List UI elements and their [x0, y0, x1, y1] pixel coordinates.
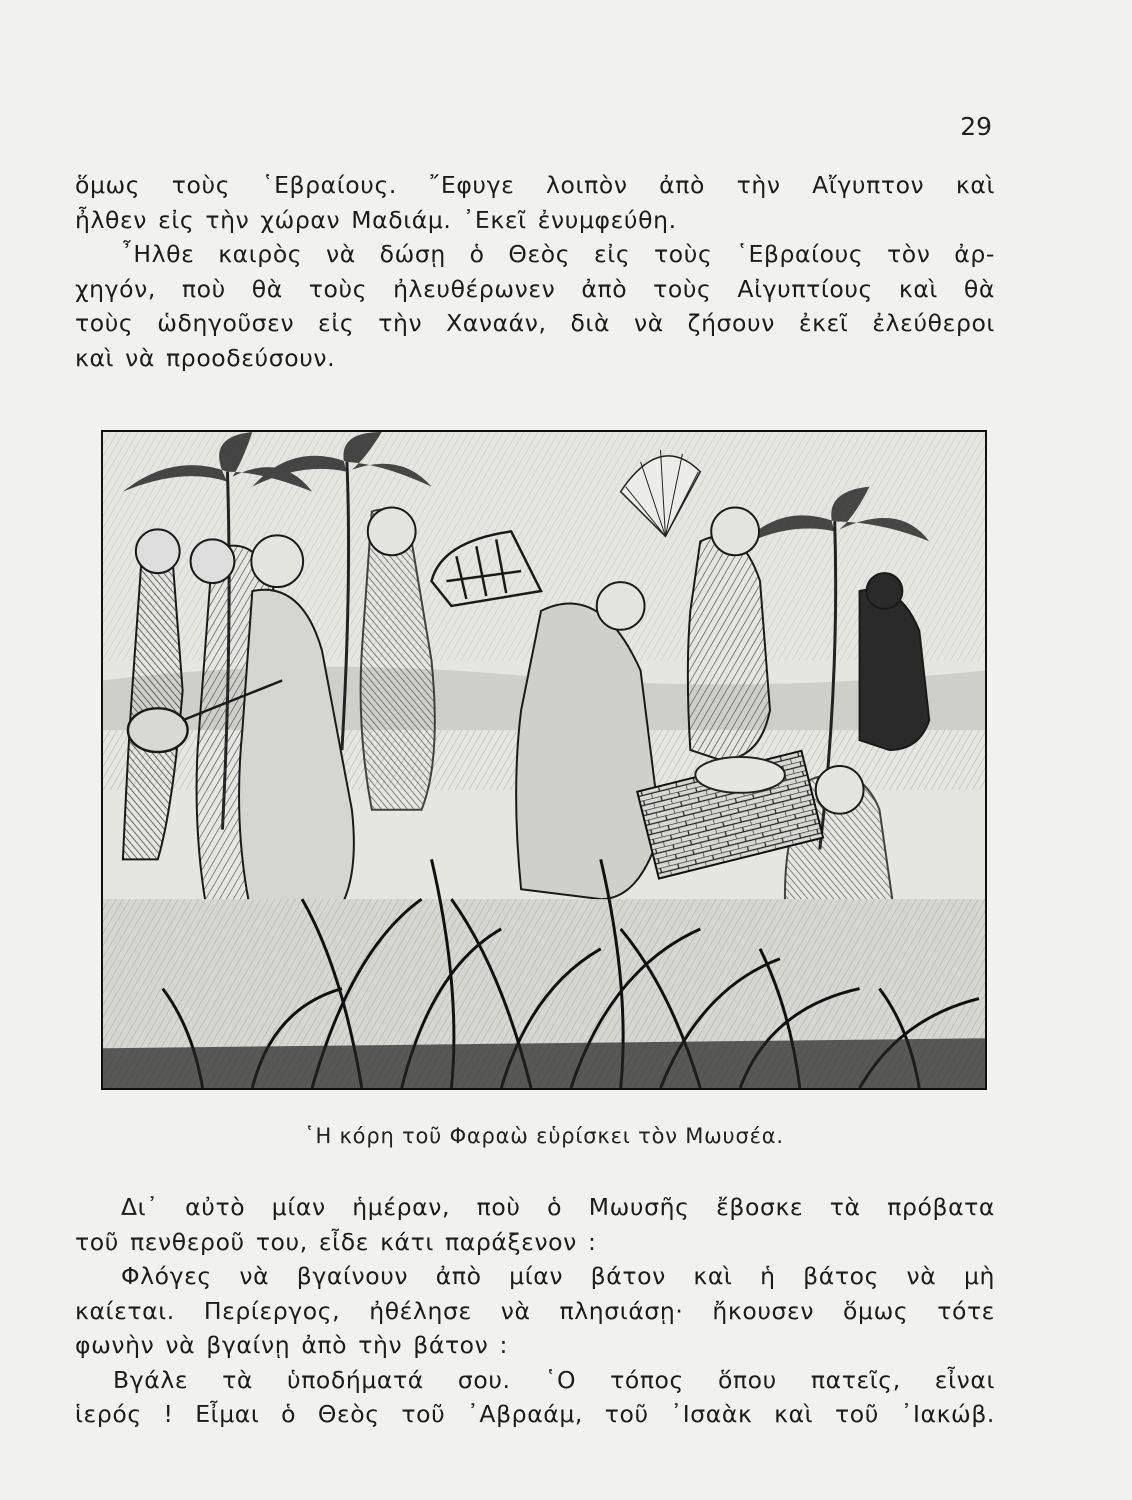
text-line: Φλόγες νὰ βγαίνουν ἀπὸ μίαν βάτον καὶ ἡ βάτος νὰ μὴ — [121, 1262, 995, 1290]
text-line: τοὺς ὡδηγοῦσεν εἰς τὴν Χαναάν, διὰ νὰ ζήσουν ἐκεῖ ἐλεύθεροι — [75, 309, 995, 337]
text-line: τοῦ πενθεροῦ του, εἶδε κάτι παράξενον : — [75, 1227, 597, 1256]
text-line: Δι᾿ αὐτὸ μίαν ἡμέραν, ποὺ ὁ Μωυσῆς ἔβοσκε τὰ πρόβατα — [121, 1193, 995, 1221]
text-line: χηγόν, ποὺ θὰ τοὺς ἠλευθέρωνεν ἀπὸ τοὺς Αἰγυπτίους καὶ θὰ — [75, 274, 995, 303]
text-line: ἱερός ! Εἶμαι ὁ Θεὸς τοῦ ᾿Αβραάμ, τοῦ ᾿Ισαὰκ καὶ τοῦ ᾿Ιακώβ. — [75, 1400, 995, 1428]
engraving-illustration — [101, 430, 987, 1090]
top-paragraph — [75, 168, 995, 375]
page-number: 29 — [960, 112, 992, 141]
text-line: καὶ νὰ προοδεύσουν. — [75, 343, 336, 372]
text-line: φωνὴν νὰ βγαίνῃ ἀπὸ τὴν βάτον : — [75, 1331, 508, 1359]
text-line: καίεται. Περίεργος, ἠθέλησε νὰ πλησιάσῃ· ἤκουσεν ὅμως τότε — [75, 1296, 995, 1325]
text-line: Βγάλε τὰ ὑποδήματά σου. ῾Ο τόπος ὅπου πατεῖς, εἶναι — [113, 1365, 995, 1394]
bottom-paragraph — [75, 1190, 995, 1432]
text-line: ἦλθεν εἰς τὴν χώραν Μαδιάμ. ᾿Εκεῖ ἐνυμφεύθη. — [75, 205, 677, 234]
text-line: ὅμως τοὺς ῾Εβραίους. ῎Εφυγε λοιπὸν ἀπὸ τὴν Αἴγυπτον καὶ — [75, 171, 995, 199]
illustration-drawing — [103, 432, 985, 1088]
figure-caption: ῾Η κόρη τοῦ Φαραὼ εὑρίσκει τὸν Μωυσέα. — [304, 1124, 784, 1148]
text-line: ῏Ηλθε καιρὸς νὰ δώσῃ ὁ Θεὸς εἰς τοὺς ῾Εβραίους τὸν ἀρ- — [121, 240, 995, 268]
